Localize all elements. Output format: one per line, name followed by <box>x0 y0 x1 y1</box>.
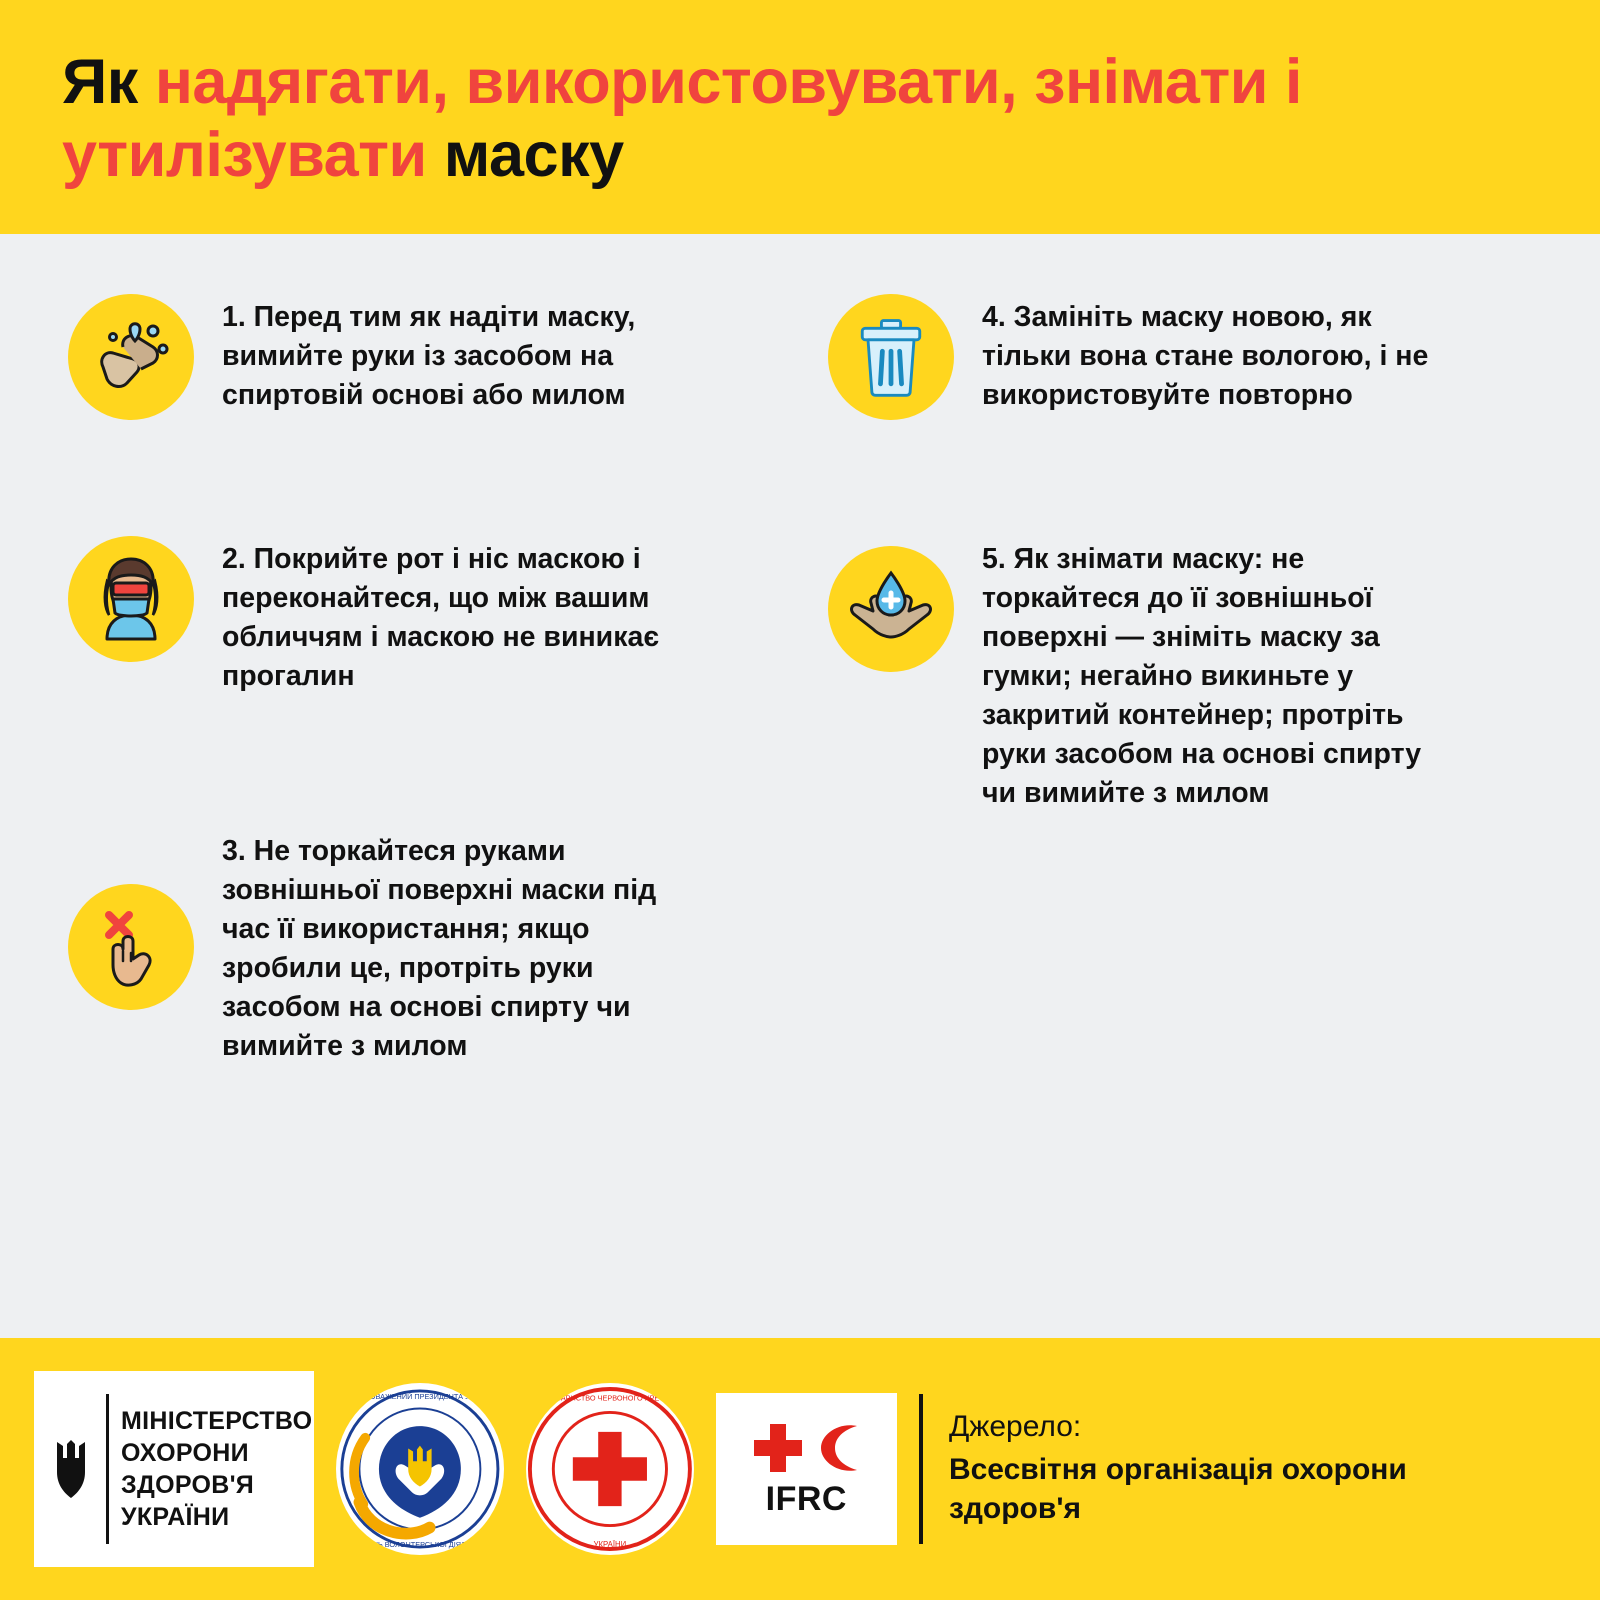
ministry-of-health-label <box>121 1405 312 1533</box>
title-part-black-2: маску <box>443 120 624 191</box>
step-2-icon-wrap <box>66 534 196 664</box>
step-item-1 <box>66 292 774 422</box>
title-part-black-1: Як <box>62 47 155 117</box>
ifrc-logo <box>716 1393 897 1545</box>
red-cross-logo-top-text: ТОВАРИСТВО ЧЕРВОНОГО ХРЕСТА <box>546 1393 674 1403</box>
page-title <box>62 46 1540 192</box>
source-block <box>919 1394 1566 1544</box>
source-value: Всесвітня організація охорони здоров'я <box>948 1453 1407 1525</box>
do-not-touch-icon <box>68 884 194 1010</box>
trash-bin-icon <box>828 294 954 420</box>
step-3-icon-wrap <box>66 882 196 1012</box>
volunteer-commissioner-logo <box>336 1383 504 1555</box>
ukraine-trident-icon <box>48 1438 94 1500</box>
source-divider <box>919 1394 923 1544</box>
header-banner <box>0 0 1600 234</box>
steps-container <box>0 234 1600 1338</box>
step-item-4 <box>826 292 1534 422</box>
step-1-text: 1. Перед тим як надіти маску, вимийте руки із засобом на спиртовій основі або милом <box>222 301 636 412</box>
footer-bar <box>0 1338 1600 1600</box>
moz-line-3: ЗДОРОВ'Я <box>121 1471 255 1499</box>
volunteer-logo-bottom-text: З ПИТАНЬ ВОЛОНТЕРСЬКОЇ ДІЯЛЬНОСТІ <box>346 1540 494 1550</box>
step-5-text: 5. Як знімати маску: не торкайтеся до її зовнішньої поверхні — зніміть маску за гумки; негайно викиньте у закритий контейнер; протріть руки засобом на основі спирту чи вимийте з милом <box>982 543 1422 810</box>
volunteer-logo-top-text: УПОВНОВАЖЕНИЙ ПРЕЗИДЕНТА УКРАЇНИ <box>344 1391 496 1401</box>
person-wearing-mask-icon <box>68 536 194 662</box>
step-item-3 <box>66 826 774 1066</box>
washing-hands-icon <box>68 294 194 420</box>
source-text <box>949 1410 1532 1528</box>
ministry-of-health-logo <box>34 1371 314 1567</box>
step-5-icon-wrap <box>826 544 956 674</box>
step-item-2 <box>66 534 774 696</box>
red-cross-logo-bottom-text: УКРАЇНИ <box>593 1540 627 1550</box>
red-cross-icon <box>749 1420 807 1476</box>
moz-line-1: МІНІСТЕРСТВО <box>121 1407 313 1435</box>
step-3-text: 3. Не торкайтеся руками зовнішньої поверхні маски під час її використання; якщо зробили це, протріть руки засобом на основі спирту чи вимийте з милом <box>222 835 657 1063</box>
step-4-icon-wrap <box>826 292 956 422</box>
title-part-red: надягати, використовувати, знімати і утилізувати <box>62 47 1302 191</box>
step-2-text: 2. Покрийте рот і ніс маскою і переконайтеся, що між вашим обличчям і маскою не виникає прогалин <box>222 543 660 693</box>
ifrc-label: IFRC <box>765 1479 847 1518</box>
moz-line-2: ОХОРОНИ <box>121 1439 249 1467</box>
red-crescent-icon <box>813 1420 863 1476</box>
steps-column-right <box>800 286 1560 1318</box>
step-1-icon-wrap <box>66 292 196 422</box>
steps-column-left <box>40 286 800 1318</box>
step-4-text: 4. Замініть маску новою, як тільки вона стане вологою, і не використовуйте повторно <box>982 301 1429 412</box>
moz-line-4: УКРАЇНИ <box>121 1503 230 1531</box>
ifrc-symbols <box>749 1420 863 1476</box>
logo-divider <box>106 1394 109 1544</box>
source-label: Джерело: <box>948 1410 1082 1443</box>
step-item-5 <box>826 534 1534 813</box>
hand-sanitizer-drop-icon <box>828 546 954 672</box>
ukrainian-red-cross-logo <box>526 1383 694 1555</box>
